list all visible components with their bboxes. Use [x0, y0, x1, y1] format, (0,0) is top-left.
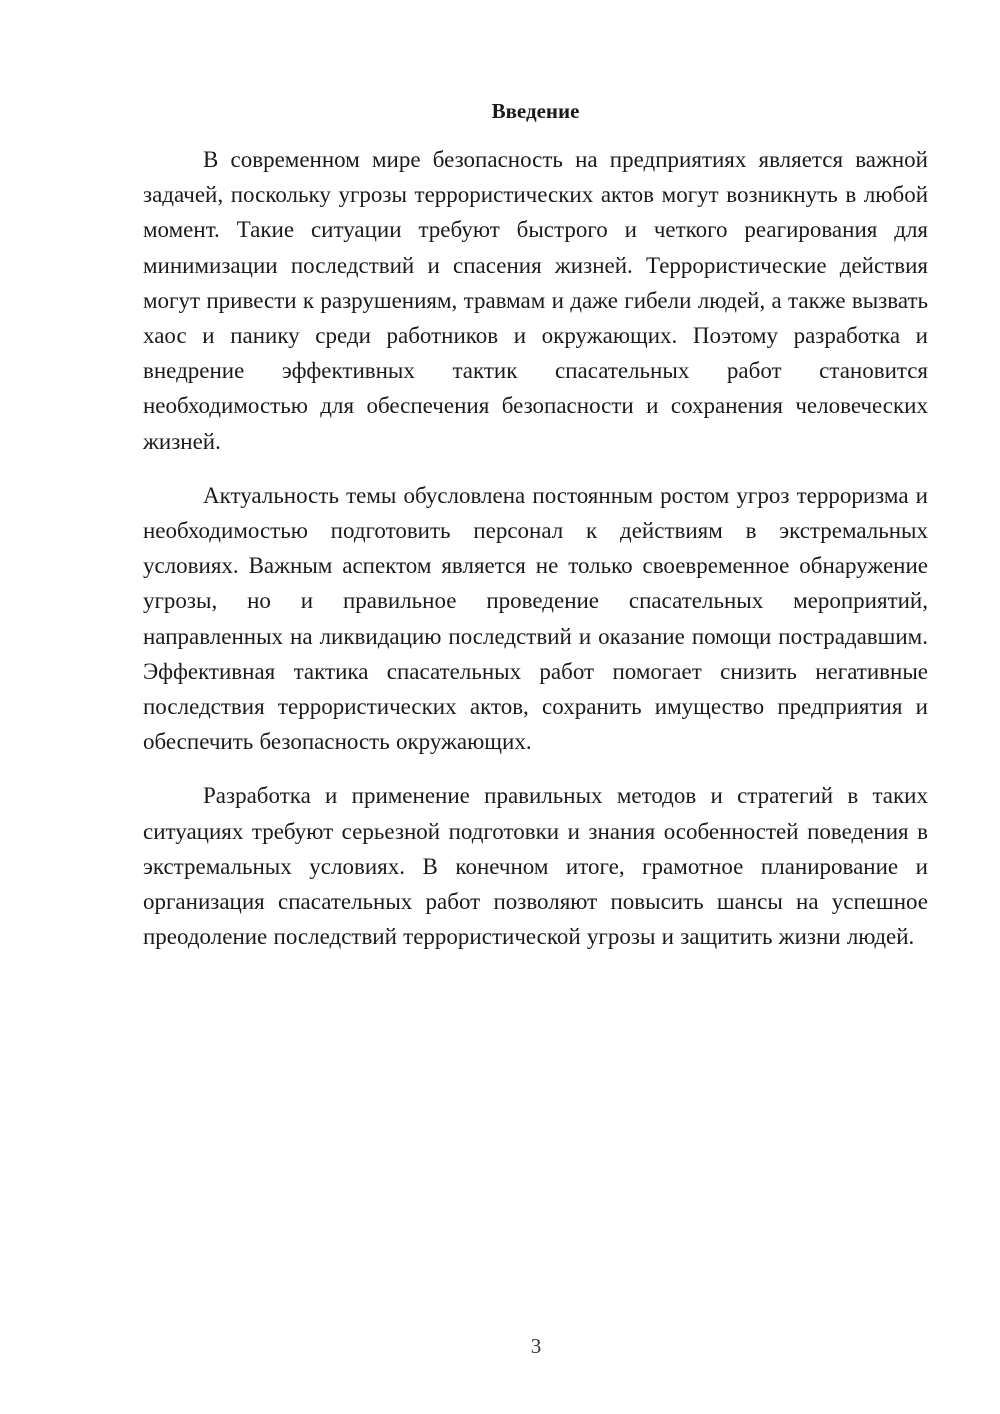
paragraph-1: В современном мире безопасность на предприятиях является важной задачей, поскольку угрозы террористических актов могут возникнуть в любой момент. Такие ситуации требуют быстрого и четкого реагирования для минимизации последствий и спасения жизней. Террористические действия могут привести к разрушениям, травмам и даже гибели людей, а также вызвать хаос и панику среди работников и окружающих. Поэтому разработка и внедрение эффективных тактик спасательных работ становится необходимостью для обеспечения безопасности и сохранения человеческих жизней. — [143, 147, 928, 454]
paragraph-2: Актуальность темы обусловлена постоянным ростом угроз терроризма и необходимостью подготовить персонал к действиям в экстремальных условиях. Важным аспектом является не только своевременное обнаружение угрозы, но и правильное проведение спасательных мероприятий, направленных на ликвидацию последствий и оказание помощи пострадавшим. Эффективная тактика спасательных работ помогает снизить негативные последствия террористических актов, сохранить имущество предприятия и обеспечить безопасность окружающих. — [143, 482, 928, 755]
page-number: 3 — [530, 1334, 542, 1358]
section-heading: Введение — [491, 99, 580, 123]
paragraph-3: Разработка и применение правильных методов и стратегий в таких ситуациях требуют серьезной подготовки и знания особенностей поведения в экстремальных условиях. В конечном итоге, грамотное планирование и организация спасательных работ позволяют повысить шансы на успешное преодоление последствий террористической угрозы и защитить жизни людей. — [143, 783, 928, 950]
body-text — [143, 142, 928, 954]
